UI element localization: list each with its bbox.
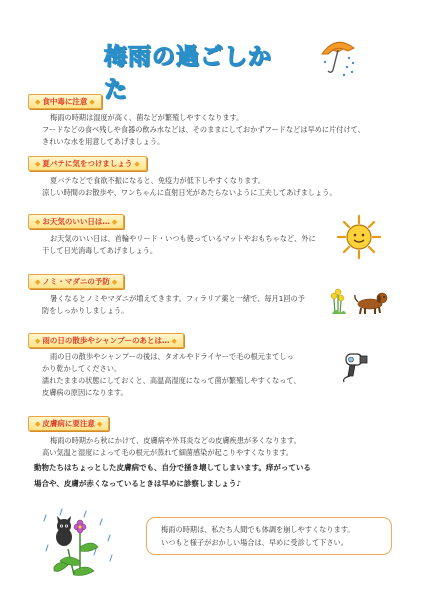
section-heading <box>28 214 124 229</box>
heading-label: 食中毒に注意 <box>42 97 88 106</box>
bullet-icon: ◆ <box>111 218 118 226</box>
section-text <box>42 435 301 459</box>
note-line: 場合や、皮膚が赤くなっているときは早めに診察しましょう♪ <box>34 479 242 488</box>
text-line: 雨の日の散歩やシャンプーの後は、タオルやドライヤーで毛の根元まてしっ <box>50 352 294 361</box>
text-line: 皮膚病の原因になります。 <box>42 388 128 397</box>
text-line: フードなどの食べ残しや食器の飲み水などは、そのままにしておかずフードなどは早めに片付けて、 <box>42 125 365 134</box>
bullet-icon: ◆ <box>171 337 177 345</box>
text-line: 梅雨の時期は湿度が高く、菌などが繁殖しやすくなります。 <box>50 113 244 122</box>
text-line: 高い気温と湿度によって毛の根元が蒸れて細菌感染が起こりやすくなります。 <box>42 448 293 457</box>
section-text <box>42 175 337 199</box>
text-line: 梅雨の時期から秋にかけて、皮膚病や外耳炎などの皮膚疾患が多くなります。 <box>50 436 301 445</box>
bold-note <box>34 460 404 492</box>
section-text <box>42 233 316 257</box>
section-text <box>42 351 301 399</box>
bullet-icon: ◆ <box>89 98 95 106</box>
bullet-icon: ◆ <box>35 278 41 286</box>
bullet-icon: ◆ <box>35 218 41 226</box>
section-text <box>42 112 365 148</box>
bullet-icon: ◆ <box>35 420 41 428</box>
bullet-icon: ◆ <box>134 160 140 168</box>
text-line: お天気のいい日は、首輪やリード・いつも使っているマットやおもちゃなど、外に <box>50 234 316 243</box>
heading-label: 夏バテに気をつけましょう <box>42 159 133 168</box>
heading-label: 皮膚病に要注意 <box>42 419 95 428</box>
text-line: 夏バテなどで食欲不振になると、免疫力が低下しやすくなります。 <box>50 176 266 185</box>
sun-icon <box>336 214 382 260</box>
hairdryer-icon <box>338 348 374 382</box>
section-heading <box>28 94 102 109</box>
text-line: 干して日光消毒してあげましょう。 <box>42 246 158 255</box>
note-line: 動物たちはちょっとした皮膚病でも、自分で掻き壊してしまいます。痒がっている <box>34 463 311 472</box>
heading-label: ノミ・マダニの予防 <box>42 277 110 286</box>
cat-in-rain-icon <box>40 505 120 577</box>
umbrella-icon <box>318 36 358 80</box>
bullet-icon: ◆ <box>35 160 41 168</box>
bullet-icon: ◆ <box>35 98 41 106</box>
section-heading <box>28 156 147 171</box>
dog-icon <box>328 284 390 318</box>
heading-label: 雨の日の散歩やシャンプーのあとは… <box>42 336 170 345</box>
section-text <box>42 293 305 317</box>
section-heading <box>28 274 124 289</box>
bullet-icon: ◆ <box>35 337 41 345</box>
text-line: かり乾かしてください。 <box>42 364 122 373</box>
heading-label: お天気のいい日は… <box>42 217 110 226</box>
page-title: 梅雨の過ごしかた <box>104 44 272 103</box>
text-line: 防をしっかりしましょう。 <box>42 306 129 315</box>
notice-line: 梅雨の時期は、私たち人間でも体調を崩しやすくなります。 <box>161 525 355 534</box>
section-heading <box>28 333 184 348</box>
text-line: 濡れたままの状態にしておくと、高温高湿度になって菌が繁殖しやすくなって、 <box>42 376 301 385</box>
text-line: きれいな水を用意してあげましょう。 <box>42 137 165 146</box>
bullet-icon: ◆ <box>111 278 118 286</box>
text-line: 涼しい時間のお散歩や、ワンちゃんに直射日光があたらないように工夫してあげましょう。 <box>42 188 337 197</box>
notice-line: いつもと様子がおかしい場合は、早めに受診して下さい。 <box>161 538 348 547</box>
text-line: 暑くなるとノミやマダニが増えてきます。フィラリア薬と一緒で、毎月1回の予 <box>50 294 305 303</box>
bullet-icon: ◆ <box>96 420 103 428</box>
section-heading <box>28 416 109 431</box>
notice-box <box>146 517 392 555</box>
